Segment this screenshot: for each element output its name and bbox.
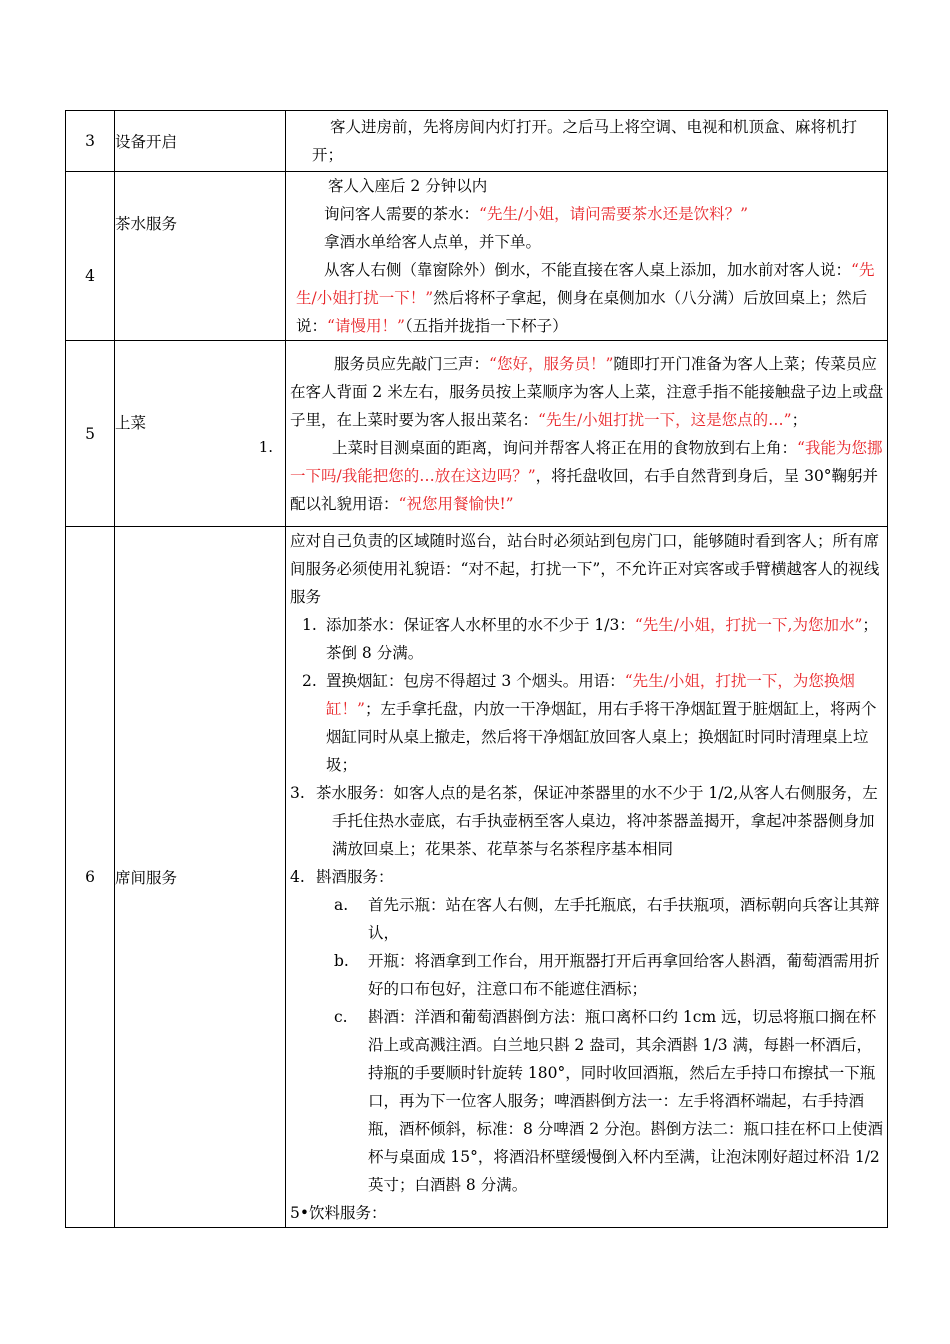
sub-list-item — [290, 891, 887, 947]
table-row — [66, 172, 888, 341]
list-marker: 2. — [302, 672, 317, 690]
quoted-phrase: “祝您用餐愉快!” — [398, 494, 514, 513]
list-text — [326, 667, 887, 779]
sub-list-item — [290, 1003, 887, 1199]
text: 添加茶水：保证客人水杯里的水不少于 1/3： — [326, 616, 635, 634]
list-text — [326, 611, 887, 667]
list-item — [290, 611, 887, 667]
list-item — [290, 667, 887, 779]
text: ；茶倒 8 分满。 — [326, 616, 878, 662]
list-marker: a. — [334, 896, 349, 914]
row-content — [286, 341, 888, 527]
paragraph — [296, 256, 887, 340]
quoted-phrase: “先生/小姐，打扰一下，为您换烟缸！” — [326, 672, 855, 718]
row-number: 4 — [66, 172, 115, 341]
quoted-phrase: “先生/小姐打扰一下，这是您点的…” — [538, 410, 792, 429]
table-row — [66, 341, 888, 527]
paragraph — [290, 434, 887, 518]
list-marker: 1. — [302, 616, 317, 634]
row-number: 3 — [66, 111, 115, 172]
text: ；左手拿托盘，内放一干净烟缸，用右手将干净烟缸置于脏烟缸上，将两个烟缸同时从桌上撤走，然后将干净烟缸放回客人桌上；换烟缸时同时清理桌上垃圾； — [326, 700, 877, 774]
list-marker: 3. — [290, 784, 305, 802]
text: ，将托盘收回，右手自然背到身后，呈 30°鞠躬并配以礼貌用语： — [290, 466, 879, 513]
row-title: 设备开启 — [115, 111, 286, 172]
text: 从客人右侧（靠窗除外）倒水，不能直接在客人桌上添加，加水前对客人说： — [324, 261, 852, 279]
text: 随即打开门准备为客人上菜；传菜员应在客人背面 2 米左右，服务员按上菜顺序为客人上菜，注意手指不能接触盘子边上或盘子里，在上菜时要为客人报出菜名： — [290, 354, 884, 429]
service-procedure-table — [65, 110, 888, 1228]
quoted-phrase: “先生/小姐，请问需要茶水还是饮料？” — [479, 205, 749, 223]
paragraph: 拿酒水单给客人点单，并下单。 — [324, 233, 542, 251]
list-item — [290, 779, 887, 863]
quoted-phrase: “先生/小姐，打扰一下,为您加水” — [634, 616, 863, 634]
list-marker: 1. — [258, 438, 273, 456]
list-text: 开瓶：将酒拿到工作台，用开瓶器打开后再拿回给客人斟酒，葡萄酒需用折好的口布包好，注意口布不能遮住酒标； — [368, 952, 880, 998]
text: （五指并拢指一下杯子） — [404, 317, 568, 335]
quoted-phrase: “我能为您挪一下吗/我能把您的…放在这边吗？” — [290, 438, 883, 485]
row-title: 茶水服务 — [115, 172, 286, 341]
paragraph — [290, 350, 887, 434]
list-marker: c. — [334, 1008, 348, 1026]
table-row — [66, 111, 888, 172]
text: 上菜时目测桌面的距离，询问并帮客人将正在用的食物放到右上角： — [332, 438, 798, 457]
quoted-phrase: “先生/小姐打扰一下！” — [296, 261, 875, 307]
list-text: 首先示瓶：站在客人右侧，左手托瓶底，右手扶瓶项，酒标朝向兵客让其辩认， — [368, 896, 880, 942]
row-title — [115, 341, 286, 527]
list-text: 斟酒：洋酒和葡萄酒斟倒方法：瓶口离杯口约 1cm 远，切忌将瓶口搁在杯沿上或高溅注酒。白兰地只斟 2 盎司，其余酒斟 1/3 满，每斟一杯酒后，持瓶的手要顺时针旋转 180°，同时收回酒瓶，然后左手持口布擦拭一下瓶口，再为下一位客人服务；啤酒斟倒方法一：左手将酒杯端起，右手持酒瓶，酒杯倾斜，标准：8 分啤酒 2 分泡。斟倒方法二：瓶口挂在杯口上使酒杯与桌面成 15°，将酒沿杯壁缓慢倒入杯内至满，让泡沫刚好超过杯沿 1/2 英寸；白酒斟 8 分满。 — [368, 1008, 884, 1194]
row-content — [286, 172, 888, 341]
paragraph: 应对自己负责的区域随时巡台，站台时必须站到包房门口，能够随时看到客人；所有席间服务必须使用礼貌语：“对不起，打扰一下”，不允许正对宾客或手臂横越客人的视线服务 — [290, 532, 880, 606]
paragraph: 5•饮料服务： — [290, 1204, 387, 1222]
list-text: 茶水服务：如客人点的是名茶，保证冲茶器里的水不少于 1/2,从客人右侧服务，左手托住热水壶底，右手执壶柄至客人桌边，将冲茶器盖揭开，拿起冲茶器侧身加满放回桌上；花果茶、花草茶与名茶程序基本相同 — [316, 784, 878, 858]
text: 置换烟缸：包房不得超过 3 个烟头。用语： — [326, 672, 625, 690]
list-text: 斟酒服务： — [316, 868, 394, 886]
row-content — [286, 527, 888, 1228]
paragraph: 客人进房前，先将房间内灯打开。之后马上将空调、电视和机顶盒、麻将机打开； — [312, 118, 858, 164]
row-number: 6 — [66, 527, 115, 1228]
row-title-text: 上菜 — [115, 414, 147, 432]
quoted-phrase: “请慢用！” — [327, 317, 405, 335]
paragraph: 客人入座后 2 分钟以内 — [328, 177, 488, 195]
list-marker: 4. — [290, 868, 305, 886]
row-title: 席间服务 — [115, 527, 286, 1228]
table-row — [66, 527, 888, 1228]
quoted-phrase: “您好，服务员！” — [489, 354, 614, 373]
text: ； — [791, 410, 808, 429]
text: 询问客人需要的茶水： — [324, 205, 480, 223]
list-item — [290, 863, 887, 891]
row-content — [286, 111, 888, 172]
text: 服务员应先敲门三声： — [334, 354, 490, 373]
paragraph — [296, 200, 887, 228]
text: 然后将杯子拿起，侧身在桌侧加水（八分满）后放回桌上；然后说： — [296, 289, 868, 335]
row-number: 5 — [66, 341, 115, 527]
sub-list-item — [290, 947, 887, 1003]
list-marker: b. — [334, 952, 349, 970]
